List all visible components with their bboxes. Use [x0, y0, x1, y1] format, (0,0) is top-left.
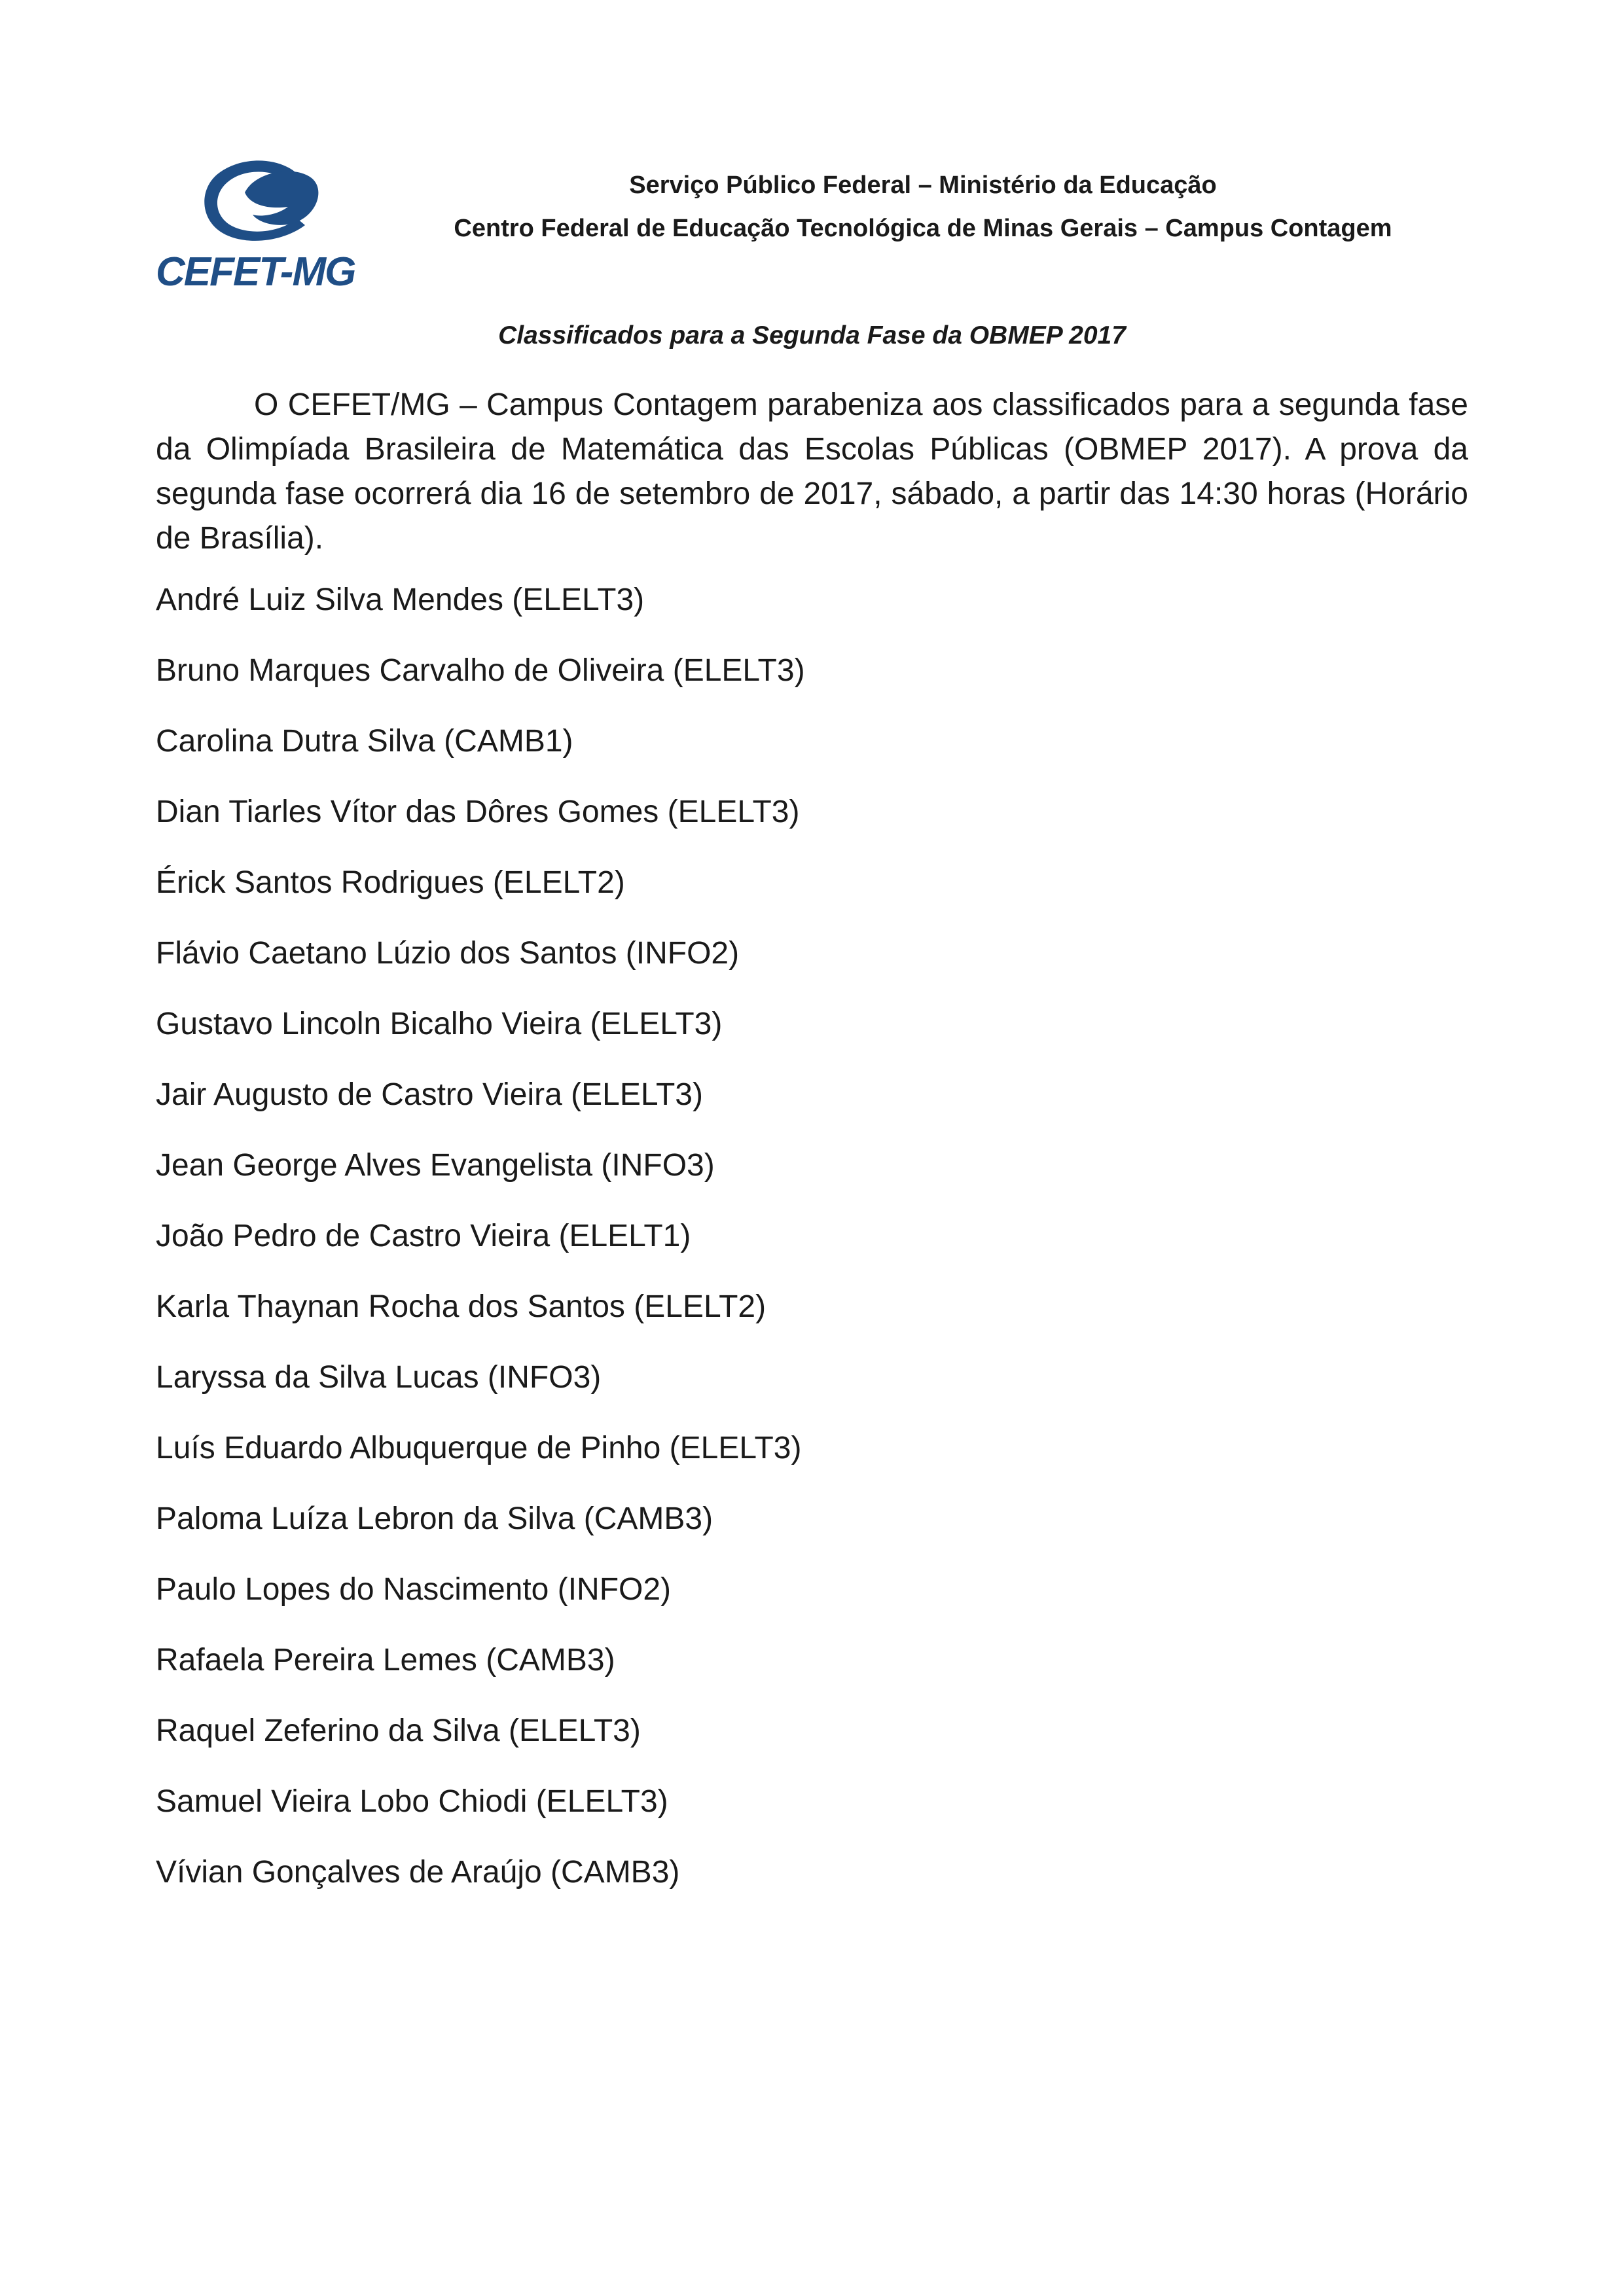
list-item: Raquel Zeferino da Silva (ELELT3)	[156, 1713, 641, 1748]
document-title: Classificados para a Segunda Fase da OBMEP 2017	[498, 321, 1126, 350]
cefet-logo-icon	[196, 152, 325, 247]
list-item: Flávio Caetano Lúzio dos Santos (INFO2)	[156, 936, 740, 971]
institution-header	[367, 164, 1479, 250]
list-item: Paulo Lopes do Nascimento (INFO2)	[156, 1572, 672, 1607]
list-item: Bruno Marques Carvalho de Oliveira (ELELT3)	[156, 653, 805, 688]
list-item: Jair Augusto de Castro Vieira (ELELT3)	[156, 1077, 703, 1112]
list-item: Luís Eduardo Albuquerque de Pinho (ELELT3)	[156, 1431, 802, 1465]
list-item: Laryssa da Silva Lucas (INFO3)	[156, 1360, 602, 1395]
list-item: Gustavo Lincoln Bicalho Vieira (ELELT3)	[156, 1007, 723, 1041]
list-item: Vívian Gonçalves de Araújo (CAMB3)	[156, 1855, 680, 1890]
list-item: Rafaela Pereira Lemes (CAMB3)	[156, 1643, 615, 1677]
header-line-campus: Centro Federal de Educação Tecnológica de Minas Gerais – Campus Contagem	[454, 215, 1392, 242]
list-item: Jean George Alves Evangelista (INFO3)	[156, 1148, 715, 1183]
classified-students-list	[156, 581, 1468, 1924]
list-item: Carolina Dutra Silva (CAMB1)	[156, 724, 573, 759]
logo-text: CEFET-MG	[156, 249, 355, 295]
intro-paragraph: O CEFET/MG – Campus Contagem parabeniza aos classificados para a segunda fase da Olimpíada Brasileira de Matemática das Escolas Públicas (OBMEP 2017). A prova da segunda fase ocorrerá dia 16 de setembro de 2017, sábado, a partir das 14:30 horas (Horário de Brasília).	[156, 387, 1468, 556]
header-line-ministry: Serviço Público Federal – Ministério da Educação	[629, 171, 1217, 199]
list-item: Dian Tiarles Vítor das Dôres Gomes (ELELT3)	[156, 795, 800, 829]
list-item: João Pedro de Castro Vieira (ELELT1)	[156, 1219, 691, 1253]
list-item: Érick Santos Rodrigues (ELELT2)	[156, 865, 625, 900]
list-item: André Luiz Silva Mendes (ELELT3)	[156, 583, 645, 617]
list-item: Paloma Luíza Lebron da Silva (CAMB3)	[156, 1501, 713, 1536]
list-item: Samuel Vieira Lobo Chiodi (ELELT3)	[156, 1784, 668, 1819]
list-item: Karla Thaynan Rocha dos Santos (ELELT2)	[156, 1289, 767, 1324]
cefet-mg-logo	[156, 152, 359, 296]
